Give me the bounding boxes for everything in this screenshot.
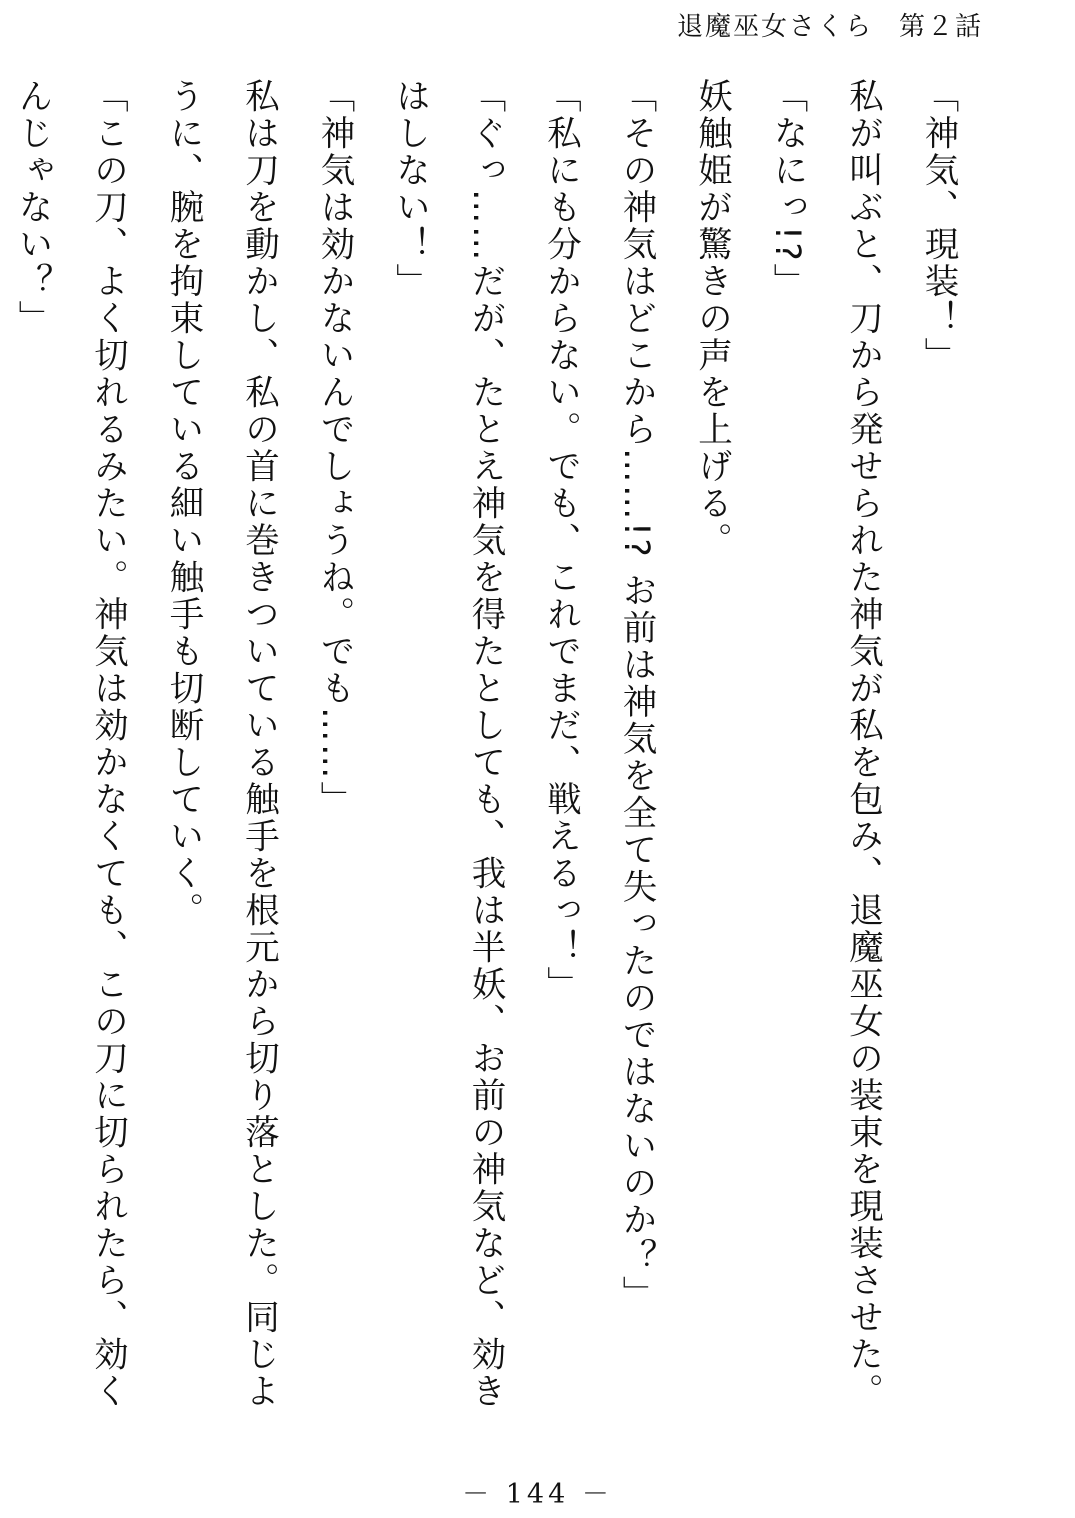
running-header bbox=[677, 6, 983, 43]
paragraph: 「私にも分からない。でも、これでまだ、戦えるっ！」 bbox=[540, 78, 581, 1003]
vertical-text-body bbox=[12, 78, 975, 1438]
paragraph: 私は刀を動かし、私の首に巻きついている触手を根元から切り落とした。同じように、腕を拘束している細い触手も切断していく。 bbox=[163, 78, 279, 1410]
page-number: － 144 － bbox=[462, 1479, 613, 1510]
paragraph: 妖触姫が驚きの声を上げる。 bbox=[691, 78, 732, 559]
paragraph: 「ぐっ……だが、たとえ神気を得たとしても、我は半妖、お前の神気など、効きはしない！」 bbox=[389, 78, 505, 1410]
chapter-label: 第２話 bbox=[898, 12, 983, 42]
paragraph: 私が叫ぶと、刀から発せられた神気が私を包み、退魔巫女の装束を現装させた。 bbox=[842, 78, 883, 1410]
paragraph: 「神気、現装！」 bbox=[918, 78, 958, 374]
book-title: 退魔巫女さくら bbox=[676, 12, 873, 42]
paragraph: 「その神気はどこから……!? お前は神気を全て失ったのではないのか？」 bbox=[616, 78, 656, 1313]
paragraph: 「この刀、よく切れるみたい。神気は効かなくても、この刀に切られたら、効くんじゃない？」 bbox=[12, 78, 128, 1410]
paragraph: 「なにっ!?」 bbox=[767, 78, 807, 301]
paragraph: 「神気は効かないんでしょうね。でも……」 bbox=[314, 78, 354, 818]
